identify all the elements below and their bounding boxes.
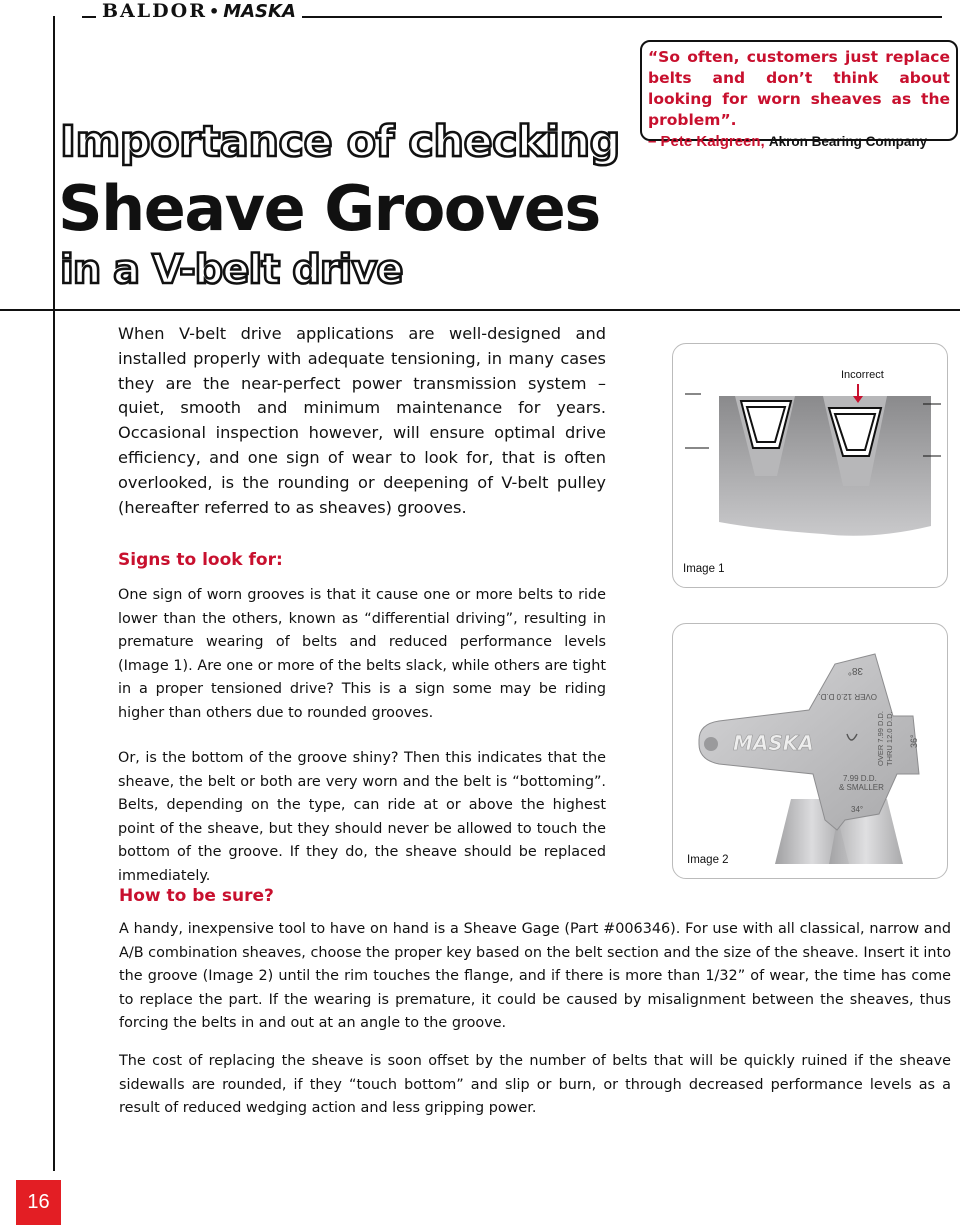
- title-divider: [0, 309, 960, 311]
- brand-separator: •: [208, 2, 222, 21]
- gage-over-12: OVER 12.0 D.D.: [818, 692, 877, 701]
- gage-side-over: OVER 7.99 D.D.: [876, 710, 885, 766]
- image-1-caption: Image 1: [683, 563, 725, 575]
- signs-heading: Signs to look for:: [118, 550, 283, 570]
- quote-text: “So often, customers just replace belts and don’t think about looking for worn sheaves as the problem”.: [648, 48, 950, 129]
- gage-angle-34: 34°: [851, 805, 864, 814]
- brand-baldor: BALDOR: [102, 0, 207, 22]
- incorrect-label: Incorrect: [841, 369, 884, 381]
- page-frame-left: [53, 16, 55, 1171]
- quote-box: [640, 40, 958, 150]
- quote-name: Pete Kalgreen,: [660, 133, 765, 150]
- title-line-2: Sheave Grooves: [58, 172, 600, 245]
- image-2-sheave-gage: [672, 623, 948, 879]
- page-number: 16: [16, 1180, 61, 1225]
- gage-small-1: 7.99 D.D.: [843, 774, 877, 783]
- gage-brand: MASKA: [733, 731, 814, 755]
- gage-angle-36: 36°: [909, 734, 919, 748]
- gage-side-thru: THRU 12.0 D.D.: [885, 711, 894, 766]
- gage-small-2: & SMALLER: [839, 783, 884, 792]
- how-heading: How to be sure?: [119, 886, 274, 906]
- title-line-1: Importance of checking: [60, 117, 620, 167]
- signs-paragraph-2: Or, is the bottom of the groove shiny? Then this indicates that the sheave, the belt or both are very worn and the belt is “bottoming”. Belts, depending on the type, can ride at or above the highest point of the sheave, but they should never be allowed to touch the bottom of the groove. If they do, the sheave should be replaced immediately.: [118, 750, 606, 884]
- sheave-grooves-illustration: [673, 344, 948, 588]
- signs-paragraph-1: One sign of worn grooves is that it cause one or more belts to ride lower than the others, known as “differential driving”, resulting in premature wearing of belts and reduced performance levels (Image 1). Are one or more of the belts slack, while others are tight in a proper tensioned drive? This is a sign some may be riding higher than others due to rounded grooves.: [118, 587, 606, 721]
- quote-dash: –: [648, 133, 657, 150]
- how-paragraph-2: The cost of replacing the sheave is soon offset by the number of belts that will be quickly ruined if the sheave sidewalls are rounded, if they “touch bottom” and slip or burn, or through decreased performance levels as a result of reduced wedging action and less gripping power.: [119, 1053, 951, 1117]
- intro-paragraph: When V-belt drive applications are well-designed and installed properly with adequate tensioning, in many cases they are the near-perfect power transmission system – quiet, smooth and minimum maintenance for years. Occasional inspection however, will ensure optimal drive efficiency, and one sign of wear to look for, that is often overlooked, is the rounding or deepening of V-belt pulley (hereafter referred to as sheaves) grooves.: [118, 324, 606, 517]
- gage-angle-38: 38°: [847, 665, 863, 676]
- brand-maska: MASKA: [223, 1, 296, 22]
- sheave-gage-illustration: [673, 624, 948, 879]
- brand-logo: [96, 0, 302, 22]
- image-2-caption: Image 2: [687, 854, 729, 866]
- quote-author: [648, 133, 950, 150]
- image-1-sheave-diagram: [672, 343, 948, 588]
- quote-company: Akron Bearing Company: [768, 134, 928, 149]
- how-paragraph-1: A handy, inexpensive tool to have on hand is a Sheave Gage (Part #006346). For use with all classical, narrow and A/B combination sheaves, choose the proper key based on the belt section and the size of the sheave. Insert it into the groove (Image 2) until the rim touches the flange, and if there is more than 1/32” of wear, the time has come to replace the part. If the wearing is premature, it could be caused by misalignment between the sheaves, thus forcing the belts in and out at an angle to the groove.: [119, 921, 951, 1032]
- title-line-3: in a V-belt drive: [60, 247, 403, 293]
